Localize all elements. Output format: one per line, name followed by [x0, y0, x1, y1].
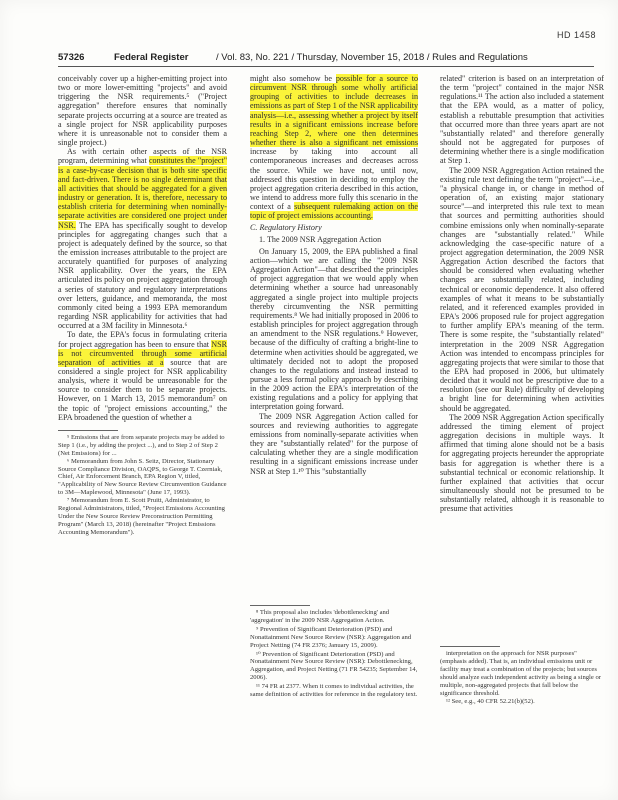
page-number: 57326: [58, 52, 85, 63]
col2-footnote-9: ⁹ Prevention of Significant Deterioration (PSD) and Nonattainment New Source Review (NSR): Aggregation and Project Netting (74 FR 2376; January 15, 2009).: [250, 625, 412, 649]
col3-footnote-12: ¹² See, e.g., 40 CFR 52.21(b)(52).: [446, 698, 535, 706]
col1-paragraph-1: conceivably cover up a higher-emitting project into two or more lower-emitting "projects" and avoid triggering the NSR requirements.⁵ ("Project aggregation" therefore ensures that nominally separate projects occurring at a source are treated as a single project for NSR applicability purposes where it is unreasonable not to consider them a single project.): [58, 74, 227, 148]
col1-highlight-2: NSR is not circumvented through some artificial separation of activities at a: [58, 339, 227, 367]
col2-paragraph-1: [250, 74, 418, 221]
col3-footnote-cont: interpretation on the approach for NSR purposes" (emphasis added). That is, an individual emissions unit or facility may treat a combination of the projects; but sources should analyze each independent activity as being a single or multiple, non-aggregated projects that fall below the significance threshold.: [440, 650, 601, 697]
subsection-heading: 1. The 2009 NSR Aggregation Action: [259, 234, 382, 244]
col1-paragraph-3: [58, 330, 227, 422]
col1-p2-text-b: The EPA has specifically sought to develop principles for aggregating changes such that a project is adequately defined by the source, so that the emission increases attributable to the project are accurately quantified for purposes of analyzing NSR applicability. Over the years, the EPA articulated its policy on project aggregation through a series of statutory and regulatory interpretations over letters, guidance, and memoranda, the most commonly cited being a 1993 EPA memorandum regarding NSR applicability for activities that had occurred at a 3M facility in Minnesota.⁶: [58, 220, 227, 331]
col2-highlight-2: subsequent rulemaking action on the topic of project emissions accounting.: [250, 202, 418, 221]
footnote-rule: [58, 430, 118, 431]
document-stamp: HD 1458: [556, 30, 596, 40]
col1-p2-text-a: As with certain other aspects of the NSR program, determining what: [58, 147, 227, 166]
header-rule: [58, 66, 594, 67]
col1-p3-text-a: To date, the EPA's focus in formulating criteria for project aggregation has been to ensure that: [58, 330, 227, 349]
col3-footnotes: [440, 638, 604, 707]
col2-footnote-11: ¹¹ 74 FR at 2377. When it comes to individual activities, the same definition of activities for reference in the regulatory text.: [250, 683, 418, 699]
col1-highlight-1: constitutes the "project" is a case-by-case decision that is both site specific and fact-driven. There is no single determinant that all activities that should be aggregated for a given industry or generation. It is, therefore, necessary to establish criteria for determining when nominally-separate activities are considered one project under NSR.: [58, 156, 228, 230]
column-1: [58, 74, 227, 537]
col1-footnote-5: ⁵ Emissions that are from separate projects may be added to Step 1 (i.e., by adding the project ...), and to Step 2 of Step 2 (Net Emissions) for ...: [58, 433, 225, 457]
section-heading: C. Regulatory History: [250, 222, 322, 232]
col2-p1-text-b: increase by taking into account all contemporaneous increases and decreases across the source. While we have not, until now, addressed this question in deciding to employ the project aggregation criteria described in this action, we intend to address more fully this scenario in the context of a: [250, 147, 418, 212]
col3-paragraph-3: The 2009 NSR Aggregation Action specifically addressed the timing element of project aggregation decisions in multiple ways. It affirmed that timing alone should not be a basis for aggregating projects hereunder the appropriate basis for aggregation is whether there is a substantial technical or economic relationship. It further explained that activities that occur simultaneously should not be presumed to be substantially related, although it is reasonable to presume that activities: [440, 412, 604, 514]
col1-footnote-6: ⁶ Memorandum from John S. Seitz, Director, Stationary Source Compliance Division, OAQPS, to George T. Czerniak, Chief, Air Enforcement Branch, EPA Region V, titled, "Applicability of New Source Review Circumvention Guidance to 3M—Maplewood, Minnesota" (June 17, 1993).: [58, 457, 227, 497]
col1-footnote-7: ⁷ Memorandum from E. Scott Pruitt, Administrator, to Regional Administrators, titled, "Project Emissions Accounting Under the New Source Review Preconstruction Permitting Program" (March 13, 2018) (hereinafter "Project Emissions Accounting Memorandum").: [58, 497, 225, 536]
col2-p1-text-a: might also somehow be: [250, 74, 336, 83]
col2-highlight-1: possible for a source to circumvent NSR through some wholly artificial grouping of activities to include decreases in emissions as part of Step 1 of the NSR applicability analysis—i.e., assessing whether a project by itself results in a significant emissions increase before reaching Step 2, where one then determines whether there is also a significant net emissions: [250, 74, 419, 148]
issue-info: / Vol. 83, No. 221 / Thursday, November 15, 2018 / Rules and Regulations: [216, 52, 528, 63]
col2-footnote-8: ⁸ This proposal also includes 'debottlenecking' and 'aggregation' in the 2009 NSR Aggregation Action.: [250, 609, 390, 624]
col2-paragraph-3: The 2009 NSR Aggregation Action called for sources and reviewing authorities to aggregate emissions from nominally-separate activities when they are "substantially related" for the purpose of calculating whether they are a single modification resulting in a significant emissions increase under NSR at Step 1.¹⁰ This "substantially: [250, 411, 418, 476]
column-3: [440, 74, 604, 514]
column-2: [250, 74, 418, 476]
col3-paragraph-2: The 2009 NSR Aggregation Action retained the existing rule text defining the term "project"—i.e., "a physical change in, or change in method of operation of, an existing major stationary source"—and interpreted this rule text to mean that sources and permitting authorities should combine emissions only when nominally-separate changes are "substantially related." While acknowledging the case-specific nature of a project aggregation determination, the 2009 NSR Aggregation Action described the factors that should be considered when evaluating whether changes are substantially related, including technical or economic dependence. It also offered examples of what it means to be substantially related, and it referenced examples provided in EPA's 2006 proposed rule for project aggregation to further amplify EPA's meaning of the term. There is some respite, the "substantially related" interpretation in the 2009 NSR Aggregation Action was intended to encompass principles for aggregating projects that were similar to those that the EPA had proposed in 2006, but ultimately decided that it would not be prescriptive due to a resolution (see our Rule) difficulty of developing a bright line for determining when activities should be aggregated.: [440, 165, 604, 413]
col1-paragraph-2: [58, 147, 227, 330]
col3-paragraph-1: related" criterion is based on an interpretation of the term "project" contained in the major NSR regulations.¹¹ The action also included a statement that the EPA would, as a matter of policy, establish a rebuttable presumption that activities that occurred more than three years apart are not "substantially related" and therefore generally should not be aggregated for purposes of determining whether there is a single modification at Step 1.: [440, 74, 604, 166]
page-header: [58, 52, 594, 66]
col2-footnote-10: ¹⁰ Prevention of Significant Deterioration (PSD) and Nonattainment New Source Review (NSR): Debottlenecking, Aggregation, and Project Netting (71 FR 54235; September 14, 2006).: [250, 650, 418, 682]
publication-title: Federal Register: [114, 52, 189, 63]
col1-p3-text-b: source that are considered a single project for NSR applicability analysis, where it would be unreasonable for the source to consider them to be separate projects. However, on 1 March 13, 2015 memorandum⁷ on the topic of "project emissions accounting," the EPA broadened the question of whether a: [58, 357, 227, 422]
footnote-rule: [440, 646, 500, 647]
footnote-rule: [250, 605, 310, 606]
col2-footnotes: [250, 597, 418, 700]
col2-paragraph-2: On January 15, 2009, the EPA published a final action—which we are calling the "2009 NSR Aggregation Action"—that described the principles of project aggregation that we would apply when determining whether a source had unreasonably aggregated a single project into multiple projects thereby circumventing the NSR permitting requirements.⁸ We had initially proposed in 2006 to establish principles for project aggregation through an amendment to the NSR regulations.⁹ However, because of the difficulty of crafting a bright-line to determine when activities should be aggregated, we ultimately decided not to adopt the proposed changes to the regulations and instead instead to pursue a less formal policy approach by describing in the 2009 action the EPA's interpretation of the existing regulations and a policy for applying that interpretation going forward.: [250, 246, 418, 412]
